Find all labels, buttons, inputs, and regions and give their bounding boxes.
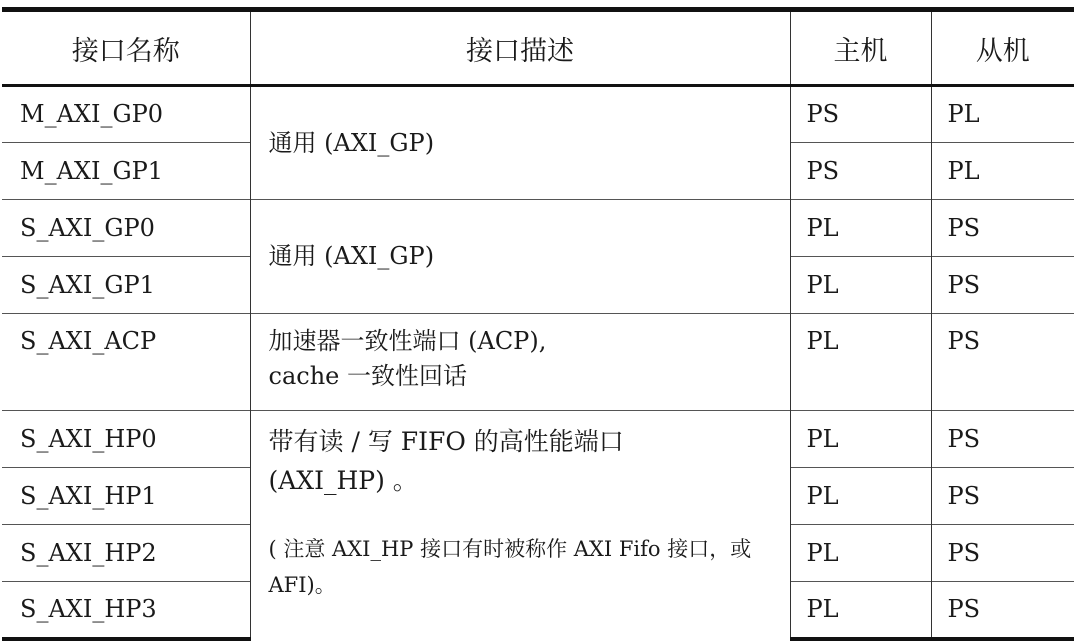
description-line: 带有读 / 写 FIFO 的高性能端口 <box>268 427 624 456</box>
master-cell: PS <box>790 143 931 200</box>
interface-name-cell: S_AXI_HP0 <box>2 411 250 468</box>
description-note: ( 注意 AXI_HP 接口有时被称作 AXI Fifo 接口，或 AFI)。 <box>268 536 752 598</box>
description-line: cache 一致性回话 <box>268 361 467 390</box>
table-row <box>2 314 1074 411</box>
interface-description-cell: 通用 (AXI_GP) <box>250 200 790 314</box>
interface-description-cell <box>250 314 790 411</box>
header-master: 主机 <box>790 10 931 86</box>
interface-description-cell: 通用 (AXI_GP) <box>250 86 790 200</box>
header-interface-name: 接口名称 <box>2 10 250 86</box>
description-line: 加速器一致性端口 (ACP), <box>268 327 547 355</box>
interface-name-cell: M_AXI_GP1 <box>2 143 250 200</box>
table-row <box>2 200 1074 257</box>
interface-name-cell: S_AXI_HP3 <box>2 582 250 639</box>
interface-name-cell: M_AXI_GP0 <box>20 100 164 129</box>
interface-table <box>2 7 1074 641</box>
slave-cell: PS <box>931 200 1074 257</box>
table-row <box>2 411 1074 468</box>
interface-name-cell: S_AXI_HP2 <box>2 525 250 582</box>
interface-name-cell: S_AXI_ACP <box>2 314 250 411</box>
slave-cell: PS <box>931 257 1074 314</box>
master-cell: PL <box>790 525 931 582</box>
interface-name-cell: S_AXI_HP1 <box>2 468 250 525</box>
master-cell: PL <box>790 314 931 411</box>
interface-table-container <box>2 7 1074 641</box>
slave-cell: PS <box>931 314 1074 411</box>
slave-cell: PL <box>931 143 1074 200</box>
master-cell: PL <box>790 200 931 257</box>
master-cell: PL <box>790 411 931 468</box>
master-cell: PL <box>790 582 931 639</box>
master-cell: PS <box>790 86 931 143</box>
header-slave: 从机 <box>931 10 1074 86</box>
interface-description-cell <box>250 411 790 639</box>
description-line: (AXI_HP) 。 <box>268 465 418 495</box>
interface-name-cell: S_AXI_GP1 <box>2 257 250 314</box>
slave-cell: PS <box>931 411 1074 468</box>
interface-name-cell: S_AXI_GP0 <box>2 200 250 257</box>
slave-cell: PS <box>931 582 1074 639</box>
header-interface-description: 接口描述 <box>250 10 790 86</box>
slave-cell: PS <box>931 468 1074 525</box>
slave-cell: PL <box>931 86 1074 143</box>
master-cell: PL <box>790 257 931 314</box>
slave-cell: PS <box>931 525 1074 582</box>
table-row <box>2 86 1074 143</box>
master-cell: PL <box>790 468 931 525</box>
table-header-row <box>2 10 1074 86</box>
